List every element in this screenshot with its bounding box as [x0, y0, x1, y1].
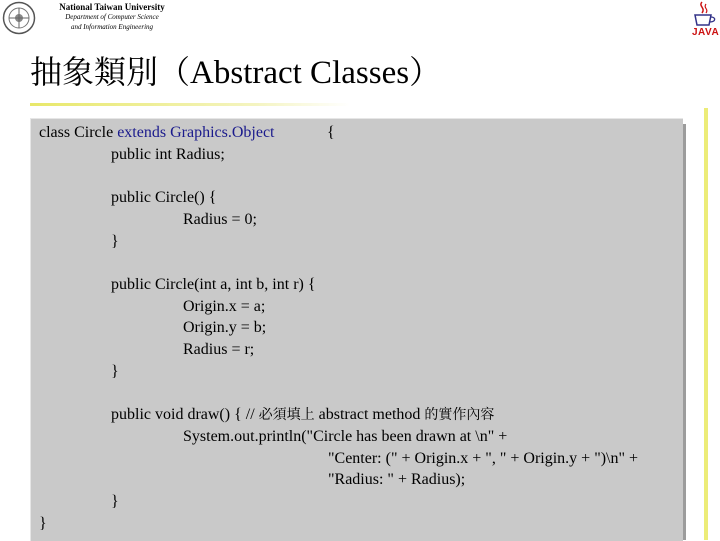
code-ctor1-close: } [111, 233, 119, 250]
slide-title-cjk: 抽象類別（ [30, 53, 191, 91]
accent-bar [704, 108, 708, 540]
code-comment-cjk-2: 的實作內容 [424, 407, 495, 423]
code-open-brace: { [327, 124, 335, 141]
code-draw-sig-text: public void draw() { // [111, 406, 259, 423]
slide-title-close: ） [409, 53, 442, 91]
institution-header [42, 2, 182, 32]
code-class-decl: class Circle [39, 124, 114, 141]
code-comment-mid: abstract method [314, 406, 425, 423]
slide-title-en: Abstract Classes [190, 55, 410, 91]
department-line-1: Department of Computer Science [65, 13, 159, 21]
code-comment-cjk-1: 必須填上 [258, 407, 315, 423]
code-ctor1-body: Radius = 0; [183, 211, 257, 228]
code-ctor2-line2: Origin.y = b; [183, 319, 267, 336]
university-seal-icon [2, 1, 36, 35]
slide-title [30, 52, 441, 93]
code-ctor2-sig: public Circle(int a, int b, int r) { [111, 276, 316, 293]
java-logo-text: JAVA [692, 27, 720, 38]
university-name: National Taiwan University [59, 2, 165, 12]
code-draw-line1: System.out.println("Circle has been drawn at \n" + [183, 428, 508, 445]
code-ctor1-sig: public Circle() { [111, 189, 217, 206]
code-ctor2-line3: Radius = r; [183, 341, 255, 358]
code-draw-close: } [111, 493, 119, 510]
code-ctor2-close: } [111, 363, 119, 380]
code-ctor2-line1: Origin.x = a; [183, 298, 266, 315]
code-draw-sig [111, 405, 494, 425]
department-line-2: and Information Engineering [70, 23, 154, 31]
code-extends-clause: extends Graphics.Object [117, 124, 275, 141]
code-panel [30, 118, 683, 541]
code-class-close: } [39, 515, 47, 532]
title-underline [30, 103, 350, 106]
code-line-class-decl [39, 123, 274, 143]
code-draw-line3: "Radius: " + Radius); [328, 471, 466, 488]
code-field: public int Radius; [111, 146, 225, 163]
code-draw-line2: "Center: (" + Origin.x + ", " + Origin.y + ")\n" + [328, 450, 639, 467]
